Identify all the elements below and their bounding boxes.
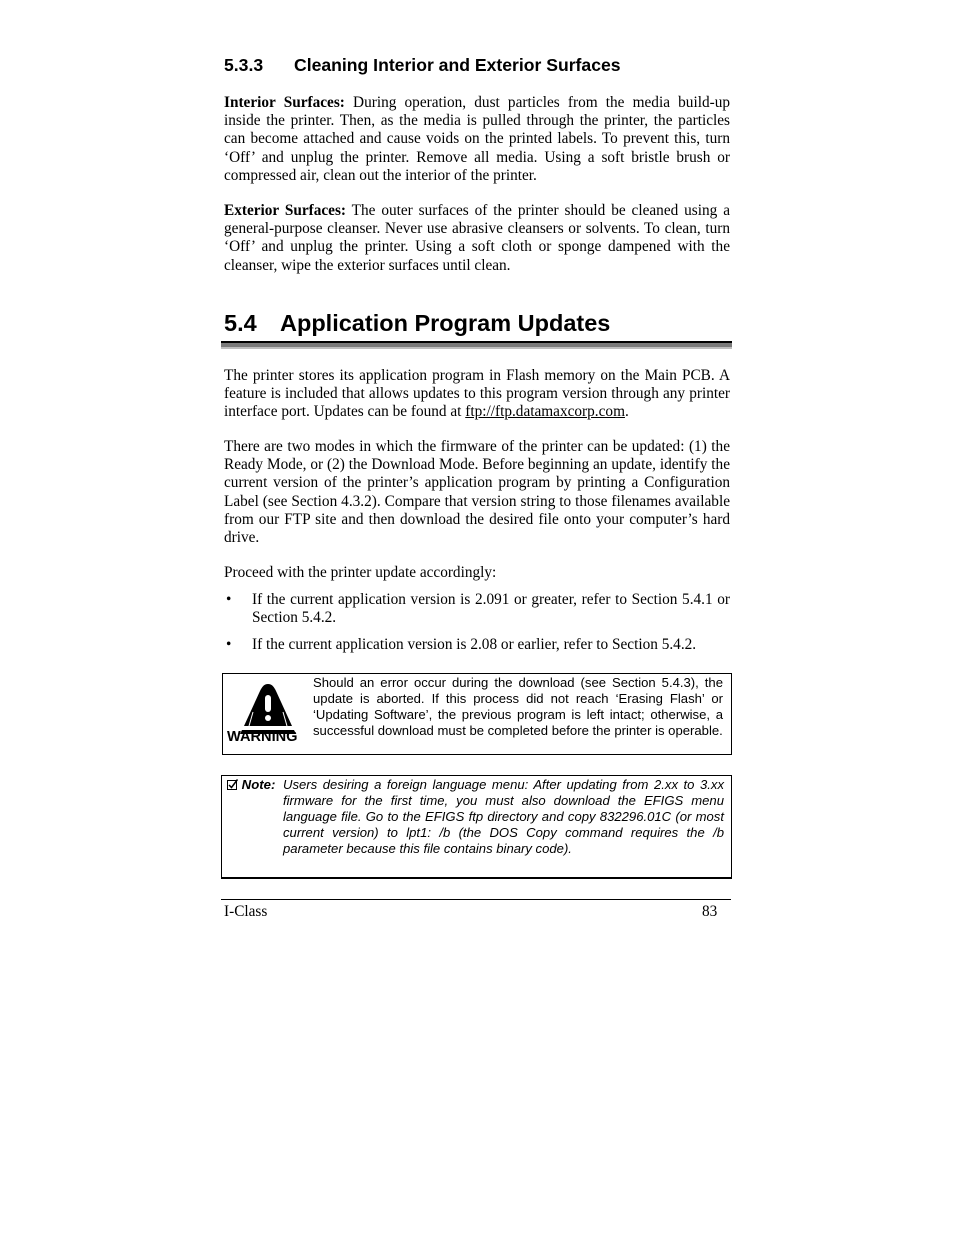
list-item	[224, 591, 730, 627]
exterior-text: The outer surfaces of the printer should be cleaned using a general-purpose cleanser. Never use abrasive cleansers or solvents. To clean, turn ‘Off’ and unplug the printer. Using a soft cloth or sponge dampened with the cleanser, wipe the exterior surfaces until clean.	[224, 202, 730, 274]
section-number: 5.3.3	[224, 55, 264, 75]
list-item	[224, 636, 730, 654]
section-title: Application Program Updates	[280, 310, 611, 336]
paragraph-text: Proceed with the printer update accordingly:	[224, 564, 497, 581]
bullet-symbol: •	[226, 591, 232, 608]
interior-text: During operation, dust particles from the media build-up inside the printer. Then, as the media is pulled through the printer, the particles can become attached and cause voids on the printed labels. To prevent this, turn ‘Off’ and unplug the printer. Remove all media. Using a soft bristle brush or compressed air, clean out the interior of the printer.	[224, 94, 730, 184]
bullet-text: If the current application version is 2.091 or greater, refer to Section 5.4.1 or Section 5.4.2.	[252, 591, 730, 627]
ftp-link[interactable]: ftp://ftp.datamaxcorp.com	[465, 403, 625, 421]
heading-rule-shadow	[221, 347, 732, 349]
warning-box	[222, 673, 732, 755]
update-modes-paragraph	[224, 438, 730, 547]
warning-label: WARNING	[227, 729, 298, 745]
bullet-text: If the current application version is 2.08 or earlier, refer to Section 5.4.2.	[252, 636, 697, 653]
exterior-surfaces-paragraph	[224, 202, 730, 275]
note-label: Note:	[241, 777, 276, 792]
paragraph-text: There are two modes in which the firmware of the printer can be updated: (1) the Ready Mode, or (2) the Download Mode. Before beginning an update, identify the current version of the printer’s application program by printing a Configuration Label (see Section 4.3.2). Compare that version string to those filenames available from our FTP site and then download the desired file onto your computer’s hard drive.	[224, 438, 730, 547]
footer-rule	[221, 899, 731, 900]
paragraph-end: .	[624, 403, 629, 421]
flash-memory-paragraph	[224, 367, 730, 422]
section-heading-5-4	[224, 310, 610, 337]
section-number: 5.4	[224, 310, 257, 336]
interior-label: Interior Surfaces:	[224, 94, 345, 111]
proceed-paragraph	[224, 564, 730, 582]
footer-product-name: I-Class	[224, 903, 268, 920]
page-number: 83	[702, 903, 718, 920]
note-box	[221, 775, 732, 879]
paragraph-text: The printer stores its application program in Flash memory on the Main PCB. A feature is included that allows updates to this program version through any printer interface port. Updates can be found at	[224, 367, 730, 421]
bullet-symbol: •	[226, 636, 232, 653]
warning-text: Should an error occur during the download (see Section 5.4.3), the update is aborted. If this process did not reach ‘Erasing Flash’ or ‘Updating Software’, the previous program is left intact; otherwise, a successful download must be completed before the printer is operable.	[313, 675, 723, 738]
section-title: Cleaning Interior and Exterior Surfaces	[294, 55, 621, 75]
note-heading	[227, 777, 275, 792]
note-text: Users desiring a foreign language menu: After updating from 2.xx to 3.xx firmware for the first time, you must also download the EFIGS menu language file. Go to the EFIGS ftp directory and copy 832296.01C (or most current version) to lpt1: /b (the DOS Copy command requires the /b parameter because this file contains binary code).	[283, 777, 724, 857]
section-heading-5-3-3	[224, 55, 621, 76]
checkbox-icon	[227, 779, 238, 790]
interior-surfaces-paragraph	[224, 94, 730, 185]
exterior-label: Exterior Surfaces:	[224, 202, 347, 219]
